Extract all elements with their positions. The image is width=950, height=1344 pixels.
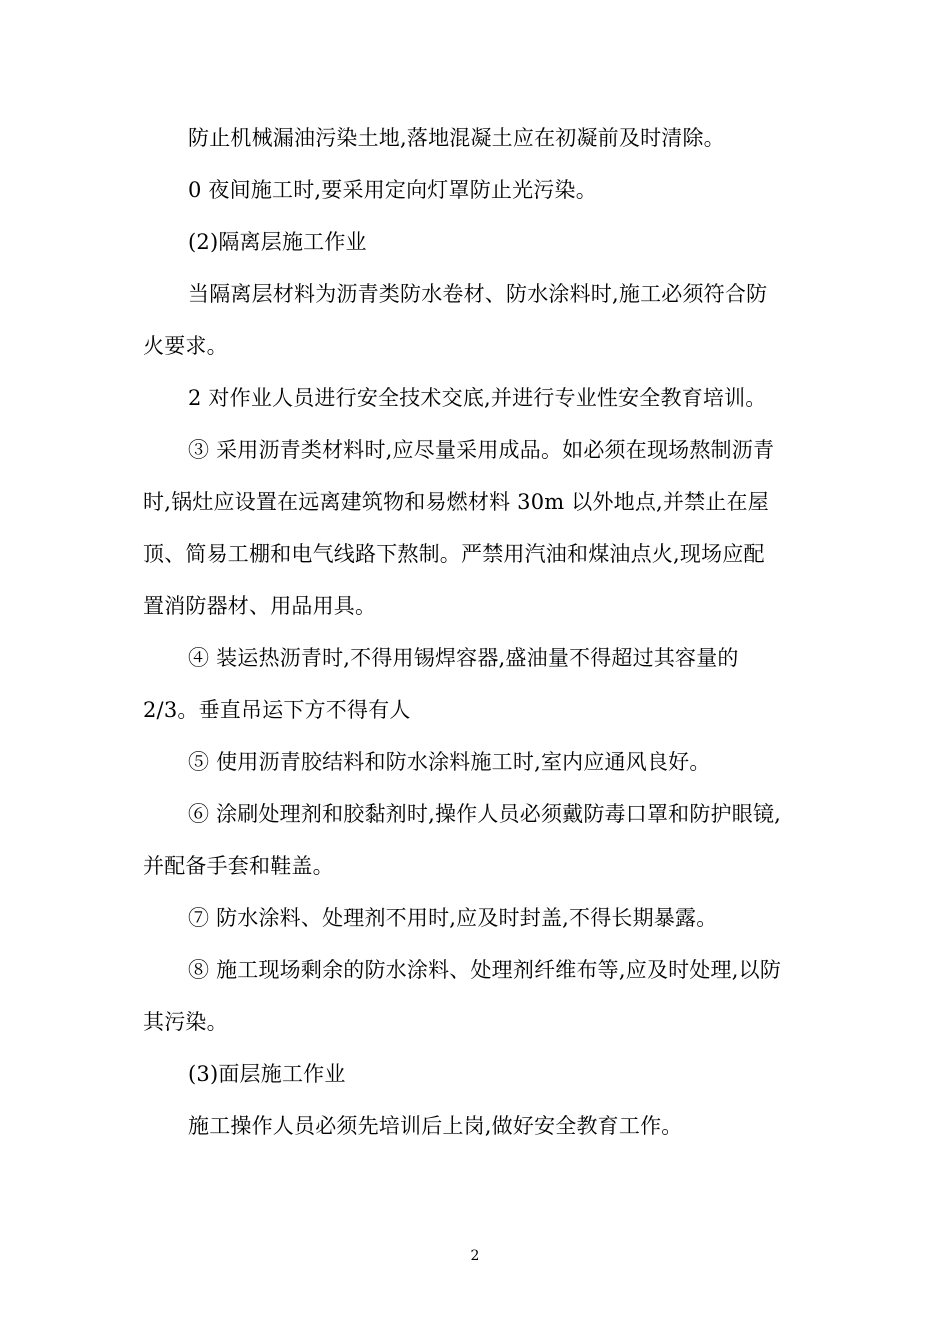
text-line: 当隔离层材料为沥青类防水卷材、防水涂料时,施工必须符合防: [188, 282, 768, 306]
text-line: 0 夜间施工时,要采用定向灯罩防止光污染。: [188, 178, 597, 202]
text-line: 其污染。: [143, 1010, 228, 1034]
text-line: ⑧ 施工现场剩余的防水涂料、处理剂纤维布等,应及时处理,以防: [188, 958, 782, 982]
text-line: 顶、简易工棚和电气线路下熬制。严禁用汽油和煤油点火,现场应配: [143, 542, 765, 566]
text-line: ⑤ 使用沥青胶结料和防水涂料施工时,室内应通风良好。: [188, 750, 711, 774]
text-line: 2/3。垂直吊运下方不得有人: [143, 698, 411, 722]
text-line: 2 对作业人员进行安全技术交底,并进行专业性安全教育培训。: [188, 386, 767, 410]
text-line: ③ 采用沥青类材料时,应尽量采用成品。如必须在现场熬制沥青: [188, 438, 775, 462]
body-text: [143, 118, 813, 1158]
text-line: ⑥ 涂刷处理剂和胶黏剂时,操作人员必须戴防毒口罩和防护眼镜,: [188, 802, 782, 826]
text-line: 并配备手套和鞋盖。: [143, 854, 334, 878]
text-line: 置消防器材、用品用具。: [143, 594, 377, 618]
text-line: ⑦ 防水涂料、处理剂不用时,应及时封盖,不得长期暴露。: [188, 906, 718, 930]
text-line: ④ 装运热沥青时,不得用锡焊容器,盛油量不得超过其容量的: [188, 646, 739, 670]
section-heading: (2)隔离层施工作业: [188, 230, 367, 254]
page-number: 2: [470, 1248, 480, 1264]
text-line: 防止机械漏油污染土地,落地混凝土应在初凝前及时清除。: [188, 126, 725, 150]
text-line: 施工操作人员必须先培训后上岗,做好安全教育工作。: [188, 1114, 683, 1138]
text-line: 时,锅灶应设置在远离建筑物和易燃材料 30m 以外地点,并禁止在屋: [143, 490, 769, 514]
section-heading: (3)面层施工作业: [188, 1062, 346, 1086]
text-line: 火要求。: [143, 334, 228, 358]
